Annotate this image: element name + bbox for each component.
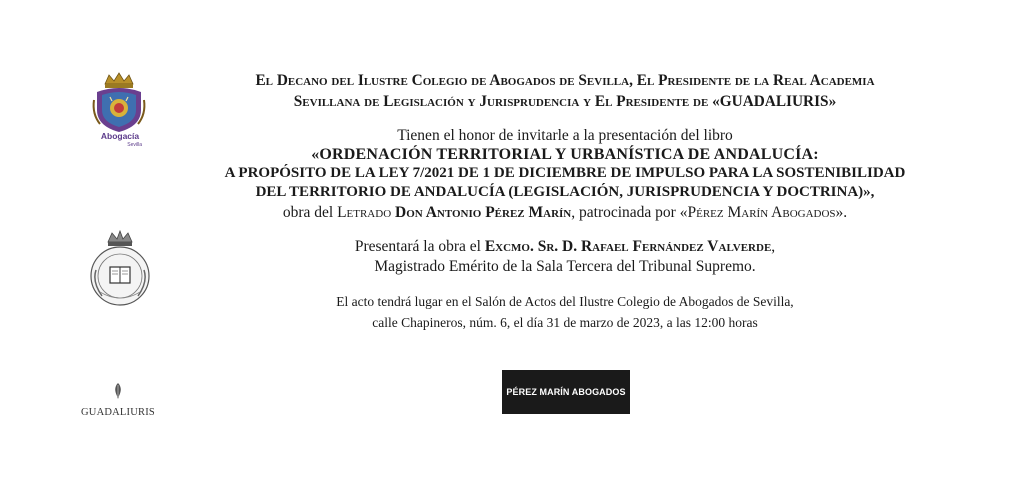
presenter-line	[170, 237, 960, 257]
presenter-title: Magistrado Emérito de la Sala Tercera del Tribunal Supremo.	[374, 258, 756, 275]
presenter-name: Excmo. Sr. D. Rafael Fernández Valverde	[484, 238, 772, 255]
presenter-block	[170, 237, 960, 277]
book-title-line-1: «ORDENACIÓN TERRITORIAL Y URBANÍSTICA DE ANDALUCÍA:	[311, 146, 819, 163]
author-name: Don Antonio Pérez Marín	[395, 204, 572, 221]
author-prefix: obra del	[282, 204, 338, 221]
abogacia-wordmark	[92, 132, 148, 150]
book-title-line-3: DEL TERRITORIO DE ANDALUCÍA (LEGISLACIÓN, JURISPRUDENCIA Y DOCTRINA)»,	[255, 184, 875, 200]
abogacia-city: Sevilla	[127, 142, 142, 148]
event-details	[170, 291, 960, 333]
abogacia-crest-icon	[88, 70, 150, 134]
perez-marin-abogados-logo: PÉREZ MARÍN ABOGADOS	[502, 370, 630, 414]
invitation-body	[170, 70, 960, 333]
invitation-intro: Tienen el honor de invitarle a la presentación del libro	[397, 127, 733, 144]
quill-icon	[111, 382, 125, 400]
sponsor-name: Pérez Marín Abogados	[687, 204, 836, 221]
hosts-block	[170, 70, 960, 112]
author-line	[170, 202, 960, 223]
hosts-line-2: Sevillana de Legislación y Jurisprudencia y El Presidente de «GUADALIURIS»	[293, 93, 837, 110]
guadaliuris-wordmark: GUADALIURIS	[81, 407, 155, 418]
guadaliuris-logo	[80, 382, 156, 418]
hosts-line-1: El Decano del Ilustre Colegio de Abogados de Sevilla, El Presidente de la Real Academia	[255, 72, 875, 89]
book-title-line-2: A PROPÓSITO DE LA LEY 7/2021 DE 1 DE DICIEMBRE DE IMPULSO PARA LA SOSTENIBILIDAD	[224, 165, 906, 181]
event-venue: El acto tendrá lugar en el Salón de Actos del Ilustre Colegio de Abogados de Sevilla,	[336, 294, 794, 309]
presenter-prefix: Presentará la obra el	[354, 238, 485, 255]
real-academia-logo	[84, 230, 156, 308]
author-suffix: ».	[835, 204, 848, 221]
abogacia-name: Abogacía	[100, 131, 140, 141]
academia-seal-icon	[84, 230, 156, 308]
author-mid: , patrocinada por «	[571, 204, 688, 221]
presenter-suffix: ,	[771, 238, 776, 255]
author-role: Letrado	[337, 204, 392, 221]
event-date-time: calle Chapineros, núm. 6, el día 31 de marzo de 2023, a las 12:00 horas	[372, 315, 758, 330]
